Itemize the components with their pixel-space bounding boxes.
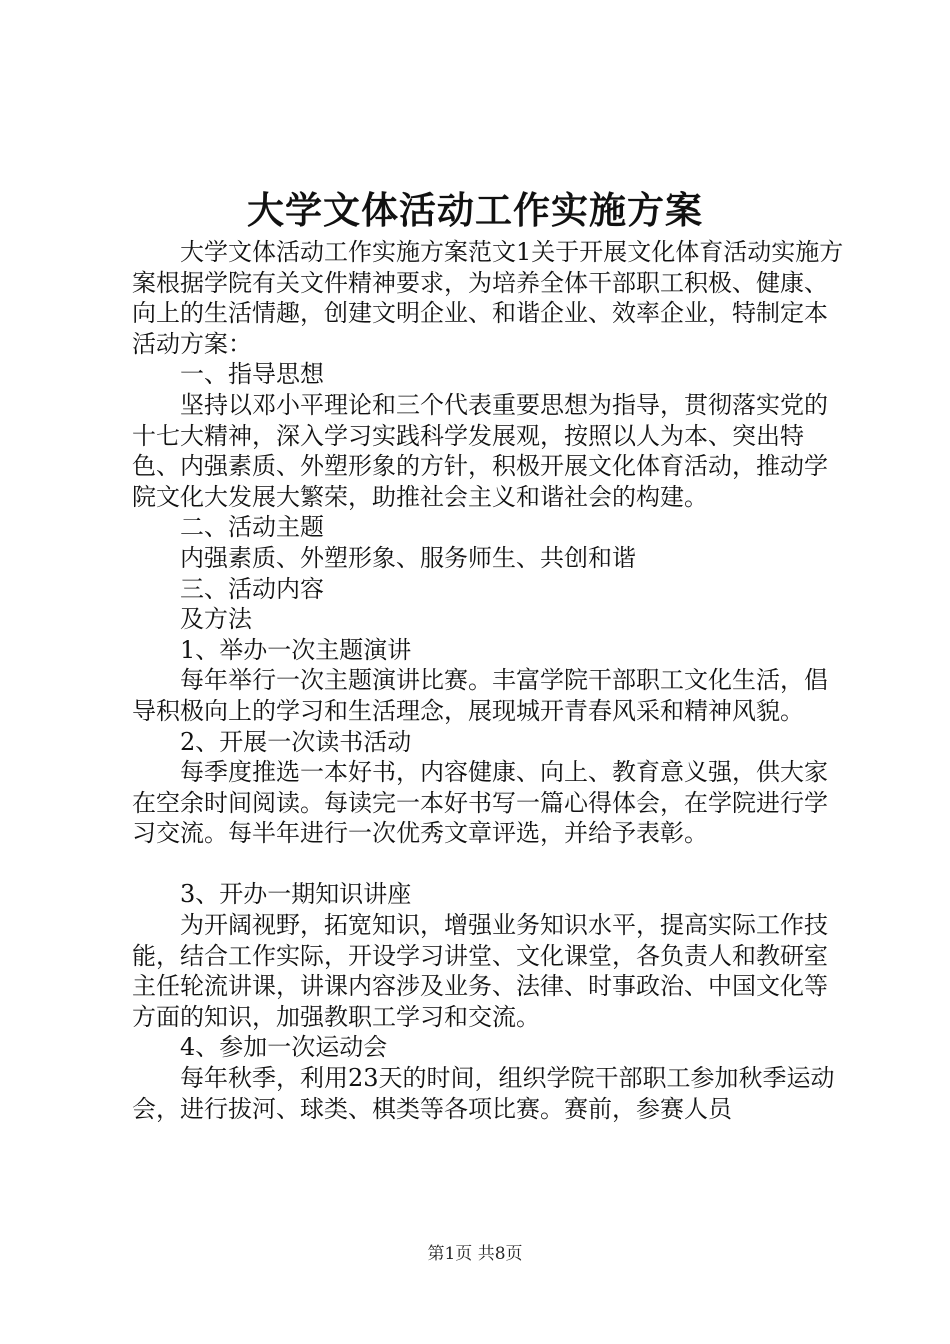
section-heading-activity-content: 三、活动内容: [180, 574, 324, 603]
page-number-footer: 第1页 共8页: [427, 1244, 523, 1264]
item-heading-speech: 1、举办一次主题演讲: [180, 635, 412, 664]
item-heading-reading: 2、开展一次读书活动: [180, 727, 412, 756]
guiding-ideology-paragraph: 坚持以邓小平理论和三个代表重要思想为指导，贯彻落实党的十七大精神，深入学习实践科学发展观，按照以人为本、突出特色、内强素质、外塑形象的方针，积极开展文化体育活动，推动学院文化大发展大繁荣，助推社会主义和谐社会的构建。: [132, 390, 828, 511]
document-body: [132, 237, 850, 1124]
section-heading-methods: 及方法: [180, 605, 252, 634]
intro-paragraph: 大学文体活动工作实施方案范文1关于开展文化体育活动实施方案根据学院有关文件精神要求，为培养全体干部职工积极、健康、向上的生活情趣，创建文明企业、和谐企业、效率企业，特制定本活动方案：: [132, 238, 844, 358]
item-heading-sports-meet: 4、参加一次运动会: [180, 1033, 388, 1062]
sports-meet-paragraph: 每年秋季，利用23天的时间，组织学院干部职工参加秋季运动会，进行拔河、球类、棋类等各项比赛。赛前，参赛人员: [132, 1064, 835, 1123]
section-heading-activity-theme: 二、活动主题: [180, 513, 324, 542]
speech-paragraph: 每年举行一次主题演讲比赛。丰富学院干部职工文化生活，倡导积极向上的学习和生活理念，展现城开青春风采和精神风貌。: [132, 666, 828, 725]
section-heading-guiding-ideology: 一、指导思想: [180, 360, 324, 389]
document-title: 大学文体活动工作实施方案: [247, 188, 703, 232]
reading-paragraph: 每季度推选一本好书，内容健康、向上、教育意义强，供大家在空余时间阅读。每读完一本好书写一篇心得体会，在学院进行学习交流。每半年进行一次优秀文章评选，并给予表彰。: [132, 758, 828, 848]
item-heading-lecture: 3、开办一期知识讲座: [180, 880, 412, 909]
activity-theme-paragraph: 内强素质、外塑形象、服务师生、共创和谐: [180, 543, 636, 572]
blank-line: [132, 849, 850, 880]
lecture-paragraph: 为开阔视野，拓宽知识，增强业务知识水平，提高实际工作技能，结合工作实际，开设学习讲堂、文化课堂，各负责人和教研室主任轮流讲课，讲课内容涉及业务、法律、时事政治、中国文化等方面的知识，加强教职工学习和交流。: [132, 911, 828, 1031]
